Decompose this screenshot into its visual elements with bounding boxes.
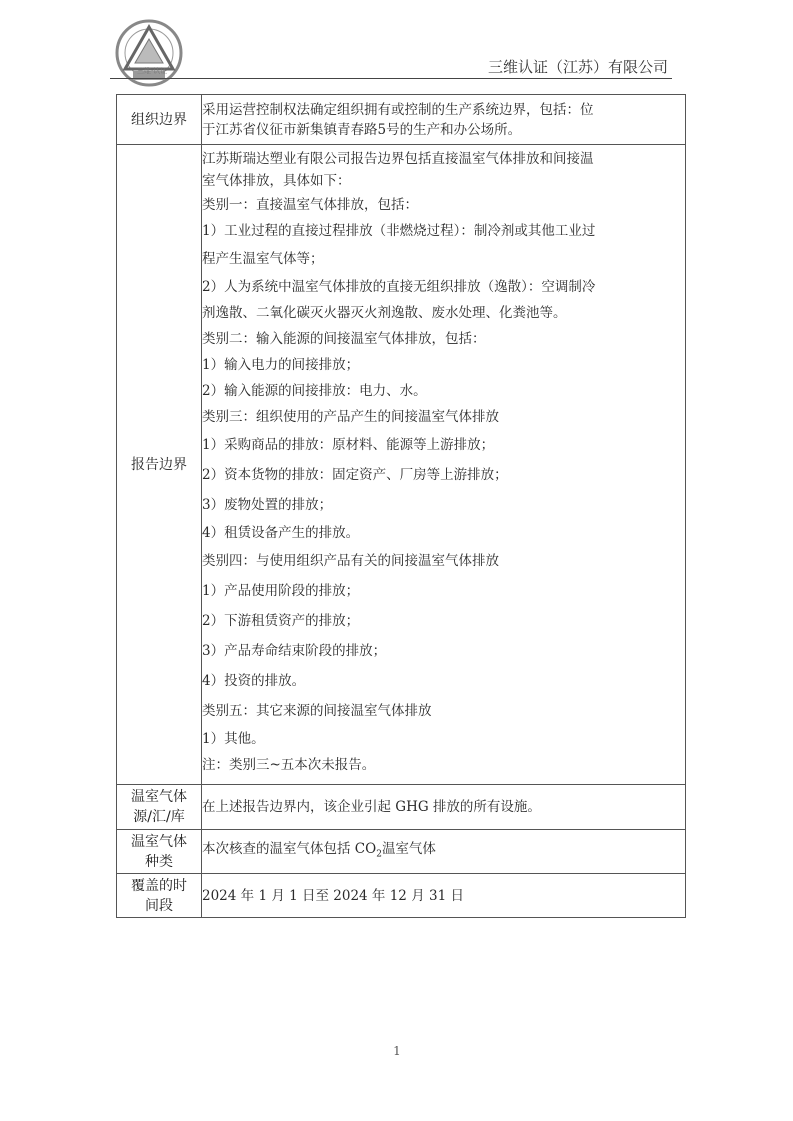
label-line: 温室气体 xyxy=(131,833,187,850)
content-report-boundary xyxy=(202,145,686,785)
content-ghg-sources: 在上述报告边界内，该企业引起 GHG 排放的所有设施。 xyxy=(202,785,686,830)
content-org-boundary xyxy=(202,95,686,145)
report-item: 剂逸散、二氧化碳灭火器灭火剂逸散、废水处理、化粪池等。 xyxy=(202,305,567,321)
content-ghg-types xyxy=(202,830,686,874)
report-item: 程产生温室气体等； xyxy=(202,251,324,267)
report-item: 类别一：直接温室气体排放，包括： xyxy=(202,197,418,213)
content-period: 2024 年 1 月 1 日至 2024 年 12 月 31 日 xyxy=(202,874,686,918)
label-line: 覆盖的时 xyxy=(131,877,187,894)
label-ghg-sources xyxy=(117,785,202,830)
row-report-boundary xyxy=(117,145,686,785)
report-item: 1）采购商品的排放：原材料、能源等上游排放； xyxy=(202,437,495,453)
ghg-types-text-after: 温室气体 xyxy=(381,840,436,857)
row-ghg-types xyxy=(117,830,686,874)
label-period xyxy=(117,874,202,918)
report-item: 类别四：与使用组织产品有关的间接温室气体排放 xyxy=(202,553,499,569)
report-item: 类别三：组织使用的产品产生的间接温室气体排放 xyxy=(202,409,499,425)
report-item: 类别五：其它来源的间接温室气体排放 xyxy=(202,703,432,719)
label-line: 间段 xyxy=(145,897,173,914)
report-item: 2）资本货物的排放：固定资产、厂房等上游排放； xyxy=(202,467,508,483)
boundary-table xyxy=(116,94,686,918)
org-line: 采用运营控制权法确定组织拥有或控制的生产系统边界，包括：位 xyxy=(202,101,594,118)
org-line: 于江苏省仪征市新集镇青春路5号的生产和办公场所。 xyxy=(202,121,522,138)
logo-text: 三维·认证 xyxy=(137,67,168,75)
label-ghg-types xyxy=(117,830,202,874)
label-report-boundary: 报告边界 xyxy=(117,145,202,785)
report-item: 2）输入能源的间接排放：电力、水。 xyxy=(202,383,427,399)
ghg-types-subscript: 2 xyxy=(376,849,382,860)
report-item: 2）人为系统中温室气体排放的直接无组织排放（逸散）：空调制冷 xyxy=(202,279,596,295)
report-item: 3）产品寿命结束阶段的排放； xyxy=(202,643,387,659)
header-divider xyxy=(110,78,672,79)
report-item: 4）投资的排放。 xyxy=(202,673,306,689)
label-line: 源/汇/库 xyxy=(133,809,185,825)
report-intro-line: 室气体排放，具体如下： xyxy=(202,173,351,189)
row-org-boundary xyxy=(117,95,686,145)
row-period xyxy=(117,874,686,918)
report-item: 1）其他。 xyxy=(202,731,265,747)
ghg-types-text: 本次核查的温室气体包括 CO xyxy=(202,840,377,857)
company-logo xyxy=(103,13,195,95)
label-org-boundary: 组织边界 xyxy=(117,95,202,145)
row-ghg-sources xyxy=(117,785,686,830)
company-name: 三维认证（江苏）有限公司 xyxy=(487,58,668,76)
report-item: 2）下游租赁资产的排放； xyxy=(202,613,360,629)
report-item: 1）工业过程的直接过程排放（非燃烧过程）：制冷剂或其他工业过 xyxy=(202,223,596,239)
report-item: 1）输入电力的间接排放； xyxy=(202,357,360,373)
report-item: 4）租赁设备产生的排放。 xyxy=(202,525,360,541)
report-item: 类别二：输入能源的间接温室气体排放，包括： xyxy=(202,331,486,347)
page-number: 1 xyxy=(393,1044,401,1058)
report-intro-line: 江苏斯瑞达塑业有限公司报告边界包括直接温室气体排放和间接温 xyxy=(202,151,594,167)
report-item: 注：类别三~五本次未报告。 xyxy=(202,757,376,773)
label-line: 种类 xyxy=(145,853,173,870)
label-line: 温室气体 xyxy=(131,789,187,805)
report-item: 3）废物处置的排放； xyxy=(202,497,333,513)
report-item: 1）产品使用阶段的排放； xyxy=(202,583,360,599)
